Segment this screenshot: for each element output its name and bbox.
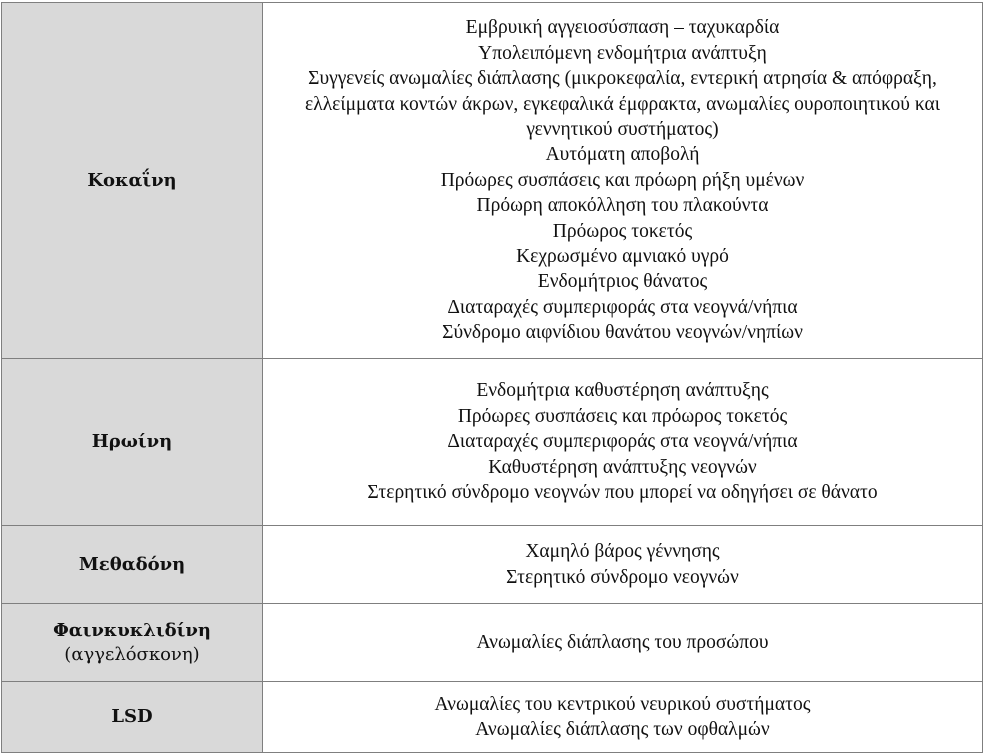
- table-row: [2, 359, 983, 526]
- effect-item: Καθυστέρηση ανάπτυξης νεογνών: [488, 456, 757, 478]
- substance-cell: [2, 359, 263, 526]
- substance-name: LSD: [111, 706, 153, 727]
- substance-cell: [2, 604, 263, 682]
- effect-item: Διαταραχές συμπεριφοράς στα νεογνά/νήπια: [447, 296, 798, 318]
- table-row: [2, 526, 983, 604]
- substance-name: Κοκαΐνη: [87, 169, 177, 191]
- substance-note: (αγγελόσκονη): [64, 643, 200, 665]
- effect-item: Πρόωρη αποκόλληση του πλακούντα: [476, 195, 769, 217]
- effects-cell: [263, 3, 983, 359]
- effect-item: Στερητικό σύνδρομο νεογνών που μπορεί να οδηγήσει σε θάνατο: [367, 482, 878, 504]
- effect-item: Αυτόματη αποβολή: [545, 144, 700, 166]
- effect-item: Πρόωρες συσπάσεις και πρόωρη ρήξη υμένων: [440, 169, 805, 191]
- effect-item: Ανωμαλίες διάπλασης των οφθαλμών: [475, 719, 770, 740]
- effect-item: Πρόωρος τοκετός: [552, 220, 693, 242]
- effect-item: Κεχρωσμένο αμνιακό υγρό: [516, 246, 729, 268]
- effect-item: Στερητικό σύνδρομο νεογνών: [506, 566, 739, 588]
- substance-cell: [2, 3, 263, 359]
- drug-effects-table: [1, 2, 983, 753]
- table-row: [2, 604, 983, 682]
- effect-item: Ανωμαλίες διάπλασης του προσώπου: [476, 631, 769, 653]
- substance-name: Μεθαδόνη: [78, 553, 186, 575]
- substance-name: Φαινκυκλιδίνη: [53, 619, 211, 641]
- substance-cell: [2, 526, 263, 604]
- effect-item: Υπολειπόμενη ενδομήτρια ανάπτυξη: [478, 42, 767, 64]
- table-row: [2, 3, 983, 359]
- table-row: [2, 682, 983, 753]
- effects-cell: [263, 526, 983, 604]
- substance-name: Ηρωίνη: [91, 431, 173, 452]
- effect-item: Ενδομήτριος θάνατος: [537, 271, 708, 293]
- effect-item: Ενδομήτρια καθυστέρηση ανάπτυξης: [476, 380, 769, 402]
- effect-item: Πρόωρες συσπάσεις και πρόωρος τοκετός: [457, 405, 788, 427]
- effect-item: Εμβρυική αγγειοσύσπαση – ταχυκαρδία: [465, 17, 780, 39]
- effect-item: Χαμηλό βάρος γέννησης: [525, 541, 720, 563]
- effects-cell: [263, 359, 983, 526]
- effect-item: Σύνδρομο αιφνίδιου θανάτου νεογνών/νηπίων: [442, 322, 803, 344]
- effects-cell: [263, 682, 983, 753]
- effect-item: Ανωμαλίες του κεντρικού νευρικού συστήματος: [434, 693, 811, 715]
- effect-item: Διαταραχές συμπεριφοράς στα νεογνά/νήπια: [447, 431, 798, 453]
- substance-cell: [2, 682, 263, 753]
- effect-item: Συγγενείς ανωμαλίες διάπλασης (μικροκεφαλία, εντερική ατρησία & απόφραξη, ελλείμματα κοντών άκρων, εγκεφαλικά έμφρακτα, ανωμαλίες ουροποιητικού και γεννητικού συστήματος): [305, 68, 940, 140]
- effects-cell: [263, 604, 983, 682]
